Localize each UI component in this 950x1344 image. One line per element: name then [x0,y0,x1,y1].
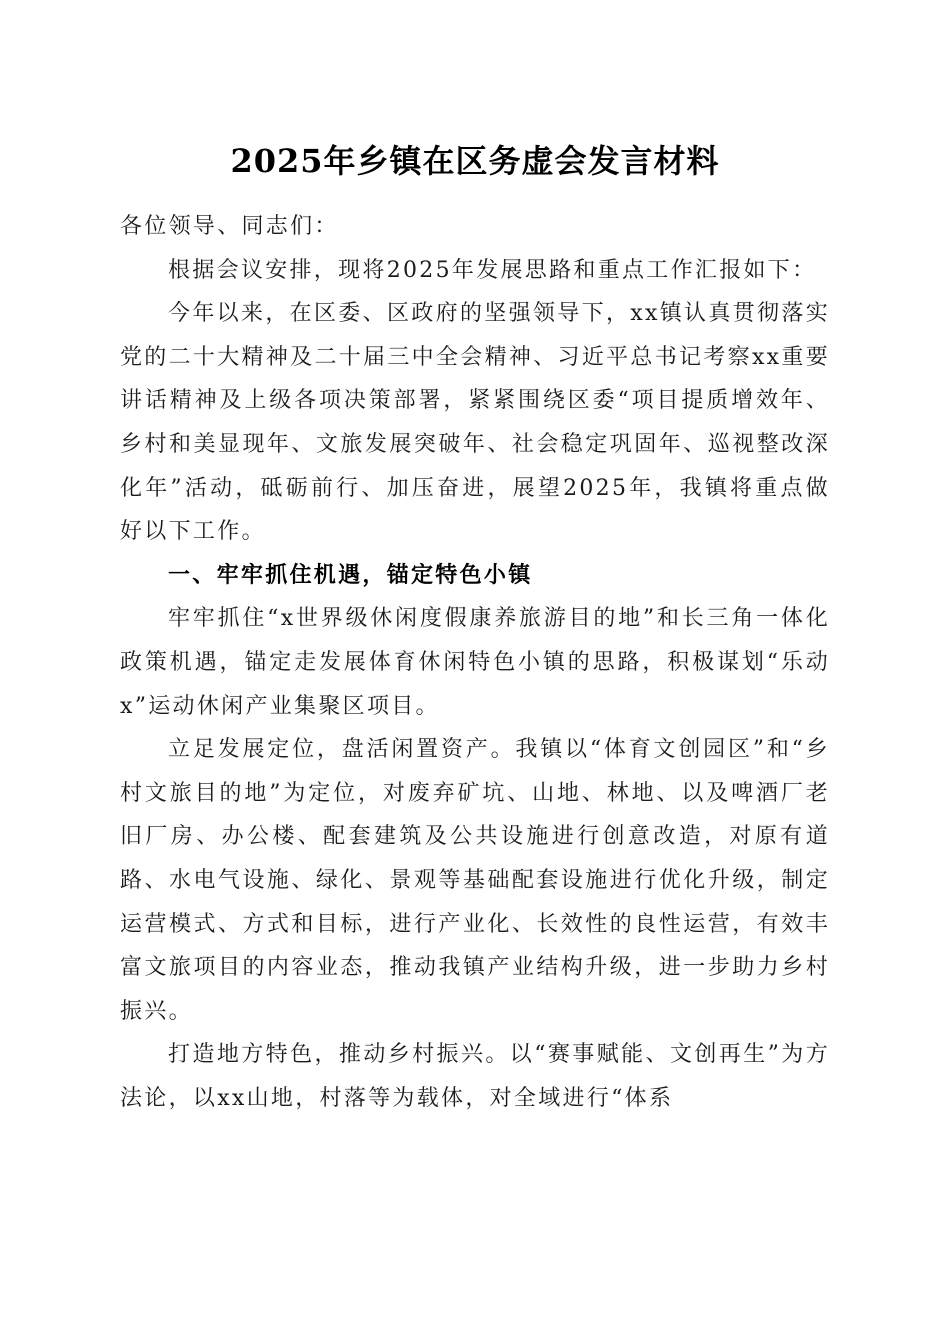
paragraph-overview: 今年以来，在区委、区政府的坚强领导下，xx镇认真贯彻落实党的二十大精神及二十届三中全会精神、习近平总书记考察xx重要讲话精神及上级各项决策部署，紧紧围绕区委“项目提质增效年、乡村和美显现年、文旅发展突破年、社会稳定巩固年、巡视整改深化年”活动，砥砺前行、加压奋进，展望2025年，我镇将重点做好以下工作。 [120,301,830,545]
section1-paragraph: 打造地方特色，推动乡村振兴。以“赛事赋能、文创再生”为方法论，以xx山地，村落等为载体，对全域进行“体系 [120,1042,830,1111]
section1-paragraph: 立足发展定位，盘活闲置资产。我镇以“体育文创园区”和“乡村文旅目的地”为定位，对废弃矿坑、山地、林地、以及啤酒厂老旧厂房、办公楼、配套建筑及公共设施进行创意改造，对原有道路、水电气设施、绿化、景观等基础配套设施进行优化升级，制定运营模式、方式和目标，进行产业化、长效性的良性运营，有效丰富文旅项目的内容业态，推动我镇产业结构升级，进一步助力乡村振兴。 [120,737,830,1024]
section1-paragraph: 牢牢抓住“x世界级休闲度假康养旅游目的地”和长三角一体化政策机遇，锚定走发展体育休闲特色小镇的思路，积极谋划“乐动x”运动休闲产业集聚区项目。 [120,606,830,719]
document-body [120,205,830,1120]
document-title: 2025年乡镇在区务虚会发言材料 [230,142,720,180]
salutation: 各位领导、同志们： [120,214,339,239]
paragraph-intro: 根据会议安排，现将2025年发展思路和重点工作汇报如下： [168,257,817,283]
section-heading-1: 一、牢牢抓住机遇，锚定特色小镇 [168,562,533,588]
